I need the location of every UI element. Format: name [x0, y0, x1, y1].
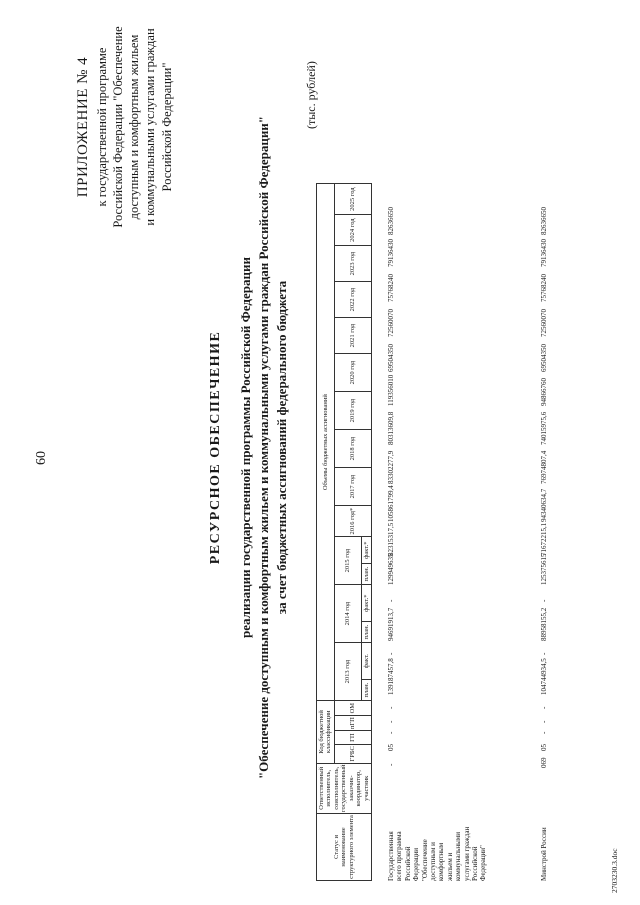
cell-pgp: - [387, 731, 395, 734]
header-year: 2021 год [334, 318, 371, 354]
header-volumes: Объемы бюджетных ассигнований [317, 184, 335, 701]
cell-year: 79136430 [387, 239, 395, 267]
header-status: Статус и наименование структурного элемента [317, 814, 372, 881]
title-main: РЕСУРСНОЕ ОБЕСПЕЧЕНИЕ [208, 330, 223, 565]
resource-table-header [316, 183, 372, 881]
cell-2015-plan: - [540, 599, 548, 602]
cell-2013-fact: 139187457,8 [387, 658, 395, 695]
appendix-line: к государственной программе [94, 47, 109, 207]
cell-year: 83302277,9 [387, 450, 395, 484]
cell-year: 72560070 [540, 309, 548, 337]
row-name: Минстрой России [540, 827, 548, 881]
cell-2013-plan: - [387, 706, 395, 709]
cell-2013-plan: - [540, 706, 548, 709]
cell-year: 94340634,7 [540, 488, 548, 522]
header-year: 2017 год [334, 468, 371, 506]
header-plan: план. [361, 680, 371, 701]
cell-om: - [540, 720, 548, 723]
cell-pgp: - [540, 731, 548, 734]
cell-2016: 82315317,5 [387, 522, 395, 556]
cell-grbs: - [387, 763, 395, 766]
cell-year: 80313609,8 [387, 411, 395, 445]
cell-gp: 05 [540, 744, 548, 751]
appendix-line: и коммунальными услугами граждан [143, 28, 158, 226]
appendix-line: Российской Федерации "Обеспечение [110, 26, 125, 228]
title-line: реализации государственной программы Российской Федерации [238, 257, 253, 638]
cell-2015-fact: 125375615 [540, 553, 548, 585]
header-2015: 2015 год [334, 537, 361, 585]
header-pgp: пГП [334, 716, 371, 731]
cell-2016: 71672215,1 [540, 522, 548, 556]
cell-2014-plan: - [540, 652, 548, 655]
cell-2015-fact: 129949635 [387, 553, 395, 585]
cell-year: 82636650 [387, 207, 395, 235]
cell-year: 94866760 [540, 378, 548, 406]
header-year: 2025 год [334, 184, 371, 215]
appendix-block [74, 17, 175, 237]
units-label: (тыс. рублей) [304, 61, 318, 129]
header-year: 2023 год [334, 246, 371, 282]
header-fact: факт. [361, 643, 371, 680]
cell-2014-plan: - [387, 652, 395, 655]
header-grbs: ГРБС [334, 745, 371, 763]
cell-year: 75768240 [387, 274, 395, 302]
appendix-line: Российской Федерации" [159, 62, 174, 192]
header-year: 2022 год [334, 282, 371, 318]
cell-year: 105861799,4 [387, 485, 395, 522]
appendix-line: доступным и комфортным жильем [127, 34, 141, 220]
header-responsible: Ответственный исполнитель, соисполнитель, государственный заказчик-координатор, участник [318, 764, 370, 812]
header-2013: 2013 год [334, 643, 361, 701]
header-2014: 2014 год [334, 585, 361, 643]
header-kbk: Код бюджетной классификации [317, 701, 335, 763]
cell-2014-fact: 94691913,7 [387, 607, 395, 641]
cell-2013-fact: 104744934,5 [540, 658, 548, 695]
header-plan: план. [361, 622, 371, 643]
cell-year: 75768240 [540, 274, 548, 302]
header-fact: факт.* [361, 585, 371, 622]
cell-year: 72560070 [387, 309, 395, 337]
cell-om: - [387, 720, 395, 723]
document-title [208, 80, 290, 815]
cell-year: 119356010 [387, 374, 395, 406]
header-om: ОМ [334, 701, 371, 716]
cell-2014-fact: 88958155,2 [540, 607, 548, 641]
header-year: 2024 год [334, 215, 371, 246]
cell-year: 82636650 [540, 207, 548, 235]
cell-year: 69504350 [387, 344, 395, 372]
page-number: 60 [34, 451, 49, 465]
cell-gp: 05 [387, 744, 395, 751]
header-gp: ГП [334, 731, 371, 745]
title-line: за счет бюджетных ассигнований федерального бюджета [274, 280, 289, 615]
cell-year: 76974807,4 [540, 450, 548, 484]
cell-year: 69504350 [540, 344, 548, 372]
row-name: Государственная всего программа Российской Федерации "Обеспечение доступным и комфортным жильем и коммунальными услугами граждан Российской Федерации" [387, 826, 488, 881]
header-year: 2018 год [334, 430, 371, 468]
cell-2015-plan: - [387, 599, 395, 602]
footer-filename: 2703230.3.doc [610, 848, 619, 893]
header-year: 2019 год [334, 392, 371, 430]
cell-year: 79136430 [540, 239, 548, 267]
title-line: "Обеспечение доступным и комфортным жильем и коммунальными услугами граждан Российской Федерации" [256, 115, 271, 780]
header-2016: 2016 год* [334, 506, 371, 537]
header-year: 2020 год [334, 354, 371, 392]
header-fact: факт.* [361, 537, 371, 564]
header-plan: план. [361, 564, 371, 585]
cell-grbs: 069 [540, 757, 548, 768]
cell-year: 74015975,6 [540, 411, 548, 445]
appendix-heading: ПРИЛОЖЕНИЕ № 4 [75, 56, 91, 198]
